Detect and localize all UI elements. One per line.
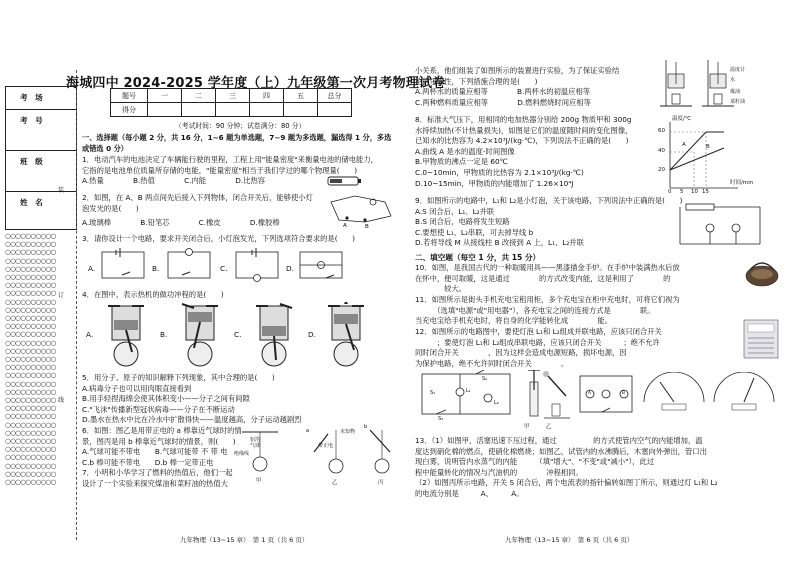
info-name[interactable] (6, 192, 76, 228)
score-head-cell: 五 (284, 89, 318, 103)
question-6 (82, 426, 242, 490)
score-head-cell: 总分 (318, 89, 352, 103)
question-line: 已知水的比热容为 4.2×10³J/(kg·℃)，下列说法不正确的是( ) (415, 136, 629, 146)
exam-meta: （考试时间：90 分钟；试卷满分：80 分） (175, 122, 306, 130)
question-line: A.气球可能不带电 B.气球可能带 不 带 电 (82, 447, 228, 457)
left-footer: 九年物理（13~15 章） 第 1 页（共 6 页） (180, 536, 309, 544)
binding-line (76, 70, 77, 540)
question-line: 它指的是电池单位质量所存储的电能，"能量密度"相当于我们学过的哪个物理量( ) (82, 165, 358, 175)
hand-warmer-figure (744, 258, 780, 288)
question-line: 11．如图所示是街头手机充电宝租用柜，多个充电宝在柜中充电时，可将它们视为 (415, 295, 680, 304)
fig-label: 绝缘线 (234, 451, 250, 457)
question-line: 设计了一个实验来探究煤油和菜籽油的热值大 (82, 478, 228, 488)
chart-curve-label: A (682, 142, 686, 148)
question-line: C.两种燃料质量应相等 D.燃料燃烧时间应相等 (415, 97, 591, 107)
fig-label: a (306, 428, 310, 434)
fig-label: 丙 (378, 480, 384, 486)
question-line: 泡发光的是( ) (82, 203, 139, 213)
info-label: 考 场 (20, 93, 43, 102)
fig-label: b (364, 424, 368, 430)
q4-option-label[interactable]: C. (234, 330, 242, 339)
question-line: A.两杯水的质量应相等 B.两杯水的初温应相等 (415, 87, 591, 97)
question-line: C.0~10min，甲物质的比热容为 2.1×10³J/(kg·℃) (415, 167, 584, 177)
question-line: 论的可靠性，下列措施合理的是( ) (415, 76, 538, 86)
chart-ytick: 20 (658, 167, 665, 173)
q3-circuit-c (232, 248, 282, 282)
score-head-cell: 四 (250, 89, 284, 103)
section-1-heading: 一、选择题（每小题 2 分，共 16 分，1~6 题为单选题，7~9 题为多选题，漏选得 1 分，多选或错选 0 分） (82, 133, 392, 153)
question-4: 4．在图中，表示热机的做功冲程的是( ) (82, 290, 224, 299)
question-line: D.若将导线 M 从接线柱 B 改接到 A 上，L₁、L₂并联 (415, 238, 584, 248)
binding-label-zhuang: 装 (58, 187, 65, 194)
question-5 (82, 373, 302, 426)
question-line: A.病毒分子也可以用肉眼直接看到 (82, 383, 192, 393)
power-bank-cabinet-figure (742, 318, 780, 360)
question-line: 8．标准大气压下，用相同的电加热器分别给 200g 物质甲和 300g (415, 115, 632, 124)
q12-figure-captions (520, 422, 690, 432)
chart-ylabel: 温度/℃ (672, 116, 692, 122)
ammeter-dials-figure (640, 372, 780, 412)
engine-stroke-b (172, 302, 228, 370)
info-label: 班 级 (20, 157, 43, 166)
score-row-label: 得分 (111, 103, 148, 117)
fuel-apparatus-labels (730, 66, 770, 110)
student-info-box (5, 86, 77, 230)
balloon-figure-labels (232, 424, 402, 490)
question-2 (82, 193, 313, 229)
chart-ytick: 60 (658, 128, 665, 134)
fig-label: 未知物 (340, 429, 356, 435)
q3-circuit-d (296, 248, 346, 282)
info-label: 姓 名 (20, 198, 43, 207)
question-line: 在怀中，便可取暖，这是通过 的方式改变内能，这是利用了 的 (415, 273, 671, 283)
question-line: 的电流分别是 A、 A。 (415, 488, 524, 498)
question-line: ；要使灯泡 L₁和 L₂组成串联电路，应该只闭合开关 ；绝不允许 (415, 337, 660, 347)
question-line: 10．如图，是我国古代的一种取暖用具——黑漆描金手炉。在手炉中装满热水后放 (415, 263, 680, 272)
score-input-cell[interactable] (182, 103, 216, 117)
question-10 (415, 263, 680, 295)
score-table-head (111, 89, 352, 103)
question-line: （2）如图丙所示电路，开关 S 闭合后，两个电流表的指针偏转如图丁所示，则通过灯 L₁和 L₂ (415, 478, 718, 488)
question-3: 3．请你设计一个电路，要求开关闭合后，小灯泡发光，下列选项符合要求的是( ) (82, 234, 356, 243)
q3-option-label[interactable]: D. (286, 264, 294, 273)
q12-circuit-labels (416, 370, 516, 422)
chart-labels (648, 118, 764, 198)
question-line: B.用手轻捏海绵会使其体积变小——分子之间有间隙 (82, 394, 250, 404)
info-label: 考 号 (20, 116, 43, 125)
q4-option-label[interactable]: A. (86, 330, 94, 339)
question-line: 5．用分子、原子的知识解释下列现象，其中合理的是( ) (82, 373, 275, 382)
question-line: 9．如图所示的电路中，L₁和 L₂是小灯泡，关于该电路，下列说法中正确的是( ) (415, 196, 683, 205)
question-line: 当充电宝给手机充电时，将自身的化学能转化成 能。 (415, 316, 613, 326)
section-2-heading: 二、填空题（每空 1 分，共 15 分） (415, 253, 541, 262)
question-line: 同时闭合开关 ，因为这样会造成电源短路，损坏电源，因 (415, 348, 627, 358)
question-8 (415, 115, 632, 189)
question-line: C.b 棒可能不带电 D.b 棒一定带正电 (82, 457, 214, 467)
fig-label: S₃ (438, 416, 444, 422)
question-options: A.玻璃棒 B.铅笔芯 C.橡皮 D.橡胶棒 (82, 218, 280, 228)
question-line: 小关系，他们组装了如图所示的装置进行实验，为了保证实验结 (415, 66, 620, 75)
engine-stroke-c (246, 302, 302, 370)
q9-circuit-figure (676, 200, 766, 252)
score-head-cell: 二 (182, 89, 216, 103)
engine-stroke-a (98, 302, 154, 370)
fig-label: S₂ (482, 376, 488, 382)
engine-stroke-d (318, 302, 374, 370)
score-input-cell[interactable] (148, 103, 182, 117)
question-line: 为保护电路，绝不允许同时闭合开关 。 (415, 358, 569, 368)
q3-options-row (88, 246, 408, 286)
question-line: B.S 闭合后，电路将发生短路 (415, 217, 510, 227)
ab-circuit-figure (325, 192, 397, 230)
page-title: 海城四中 2024-2025 学年度（上）九年级第一次月考物理试卷 (66, 76, 446, 91)
chart-xtick: 5 (680, 189, 684, 195)
score-table-row (111, 103, 352, 117)
fig-label: B (622, 391, 626, 396)
fig-label: L₂ (494, 400, 499, 406)
info-class[interactable] (6, 151, 76, 192)
q3-option-label[interactable]: B. (152, 264, 160, 273)
fig-label: 带正电 (318, 443, 334, 449)
question-options: A.热量 B.热值 C.内能 D.比热容 (82, 176, 266, 186)
battery-figure (322, 174, 366, 188)
question-line: 7．小明和小华学习了燃料的热值后，他们一起 (82, 468, 233, 478)
score-input-cell[interactable] (318, 103, 352, 117)
fig-label: 温度计 (730, 67, 746, 73)
question-line: C.要想使 L₁、L₂串联，可去掉导线 b (415, 227, 534, 237)
question-13 (415, 436, 718, 500)
chart-xtick: 15 (702, 189, 709, 195)
question-9 (415, 196, 682, 249)
question-line: A.S 闭合后，L₁、L₂并联 (415, 206, 495, 216)
score-head-cell: 一 (148, 89, 182, 103)
fig-label: 菜籽油 (730, 99, 746, 105)
fig-label: 乙 (332, 480, 338, 486)
fig-label: 乙 (546, 424, 552, 430)
question-line: 1．电动汽车的电池决定了车辆能行驶的里程，工程上用"能量密度"来衡量电池的储电能力， (82, 155, 378, 164)
question-line: （选填"电源"或"用电器"），各充电宝之间的连接方式是 联。 (415, 305, 655, 315)
q4-option-label[interactable]: B. (160, 330, 168, 339)
right-footer: 九年物理（13~15 章） 第 6 页（共 6 页） (505, 536, 634, 544)
chart-curve-label: B (706, 144, 710, 150)
score-head-cell: 三 (216, 89, 250, 103)
chart-xtick: 10 (691, 189, 698, 195)
fig-label: S₁ (430, 390, 436, 396)
question-line: 现白雾，说明管内水蒸气的内能 （填"增大"、"不变"或"减小"），此过 (415, 457, 655, 467)
question-line: 景，图丙是用 b 棒靠近气球时的情景，则( ) (82, 436, 236, 446)
question-line: 2．如图，在 A、B 两点间先后接入下列物体，闭合开关后，能够使小灯 (82, 193, 313, 202)
fig-label: 甲 (524, 424, 530, 430)
q13-circuit-labels (576, 372, 636, 418)
q3-option-label[interactable]: A. (88, 264, 96, 273)
question-12 (415, 327, 662, 369)
chart-ytick: 40 (658, 148, 665, 154)
fig-label: A (588, 391, 592, 396)
question-line: 6．如图：图乙是用带正电的 a 棒靠近气球时的情 (82, 426, 242, 435)
q4-option-label[interactable]: D. (308, 330, 316, 339)
question-line: 程中能量转化的情况与汽油机的 冲程相同。 (415, 467, 583, 477)
question-line: 水持续加热(不计热量损失)，如图是它们的温度随时间的变化图像， (415, 125, 633, 135)
info-exam-number[interactable] (6, 110, 76, 151)
score-input-cell[interactable] (216, 103, 250, 117)
question-line: C."飞沫"传播新型冠状病毒——分子在不断运动 (82, 404, 235, 414)
svg-text:A: A (343, 223, 347, 229)
question-line: D.10~15min，甲物质的内能增加了 1.26×10⁴J (415, 178, 574, 188)
chart-xtick: 0 (668, 189, 672, 195)
score-input-cell[interactable] (284, 103, 318, 117)
binding-label-xian: 线 (58, 397, 65, 404)
score-table (110, 88, 352, 117)
fig-label: 甲 (256, 478, 262, 484)
score-head-cell: 题号 (111, 89, 148, 103)
q3-circuit-a (98, 248, 148, 282)
binding-label-ding: 订 (58, 292, 65, 299)
q3-circuit-b (164, 248, 214, 282)
question-line: A.曲线 A 是水的温度-时间图像 (415, 146, 515, 156)
fig-label: 气球 (250, 443, 261, 449)
q4-options-row (86, 302, 406, 372)
score-input-cell[interactable] (250, 103, 284, 117)
svg-text:B: B (365, 224, 369, 230)
chart-xlabel: 时间/min (730, 180, 754, 186)
fig-label: 煤油 (730, 89, 741, 95)
question-11 (415, 295, 680, 327)
fig-label: 水 (730, 77, 736, 83)
question-line: 较大。 (415, 284, 467, 294)
fig-label: L₁ (466, 388, 471, 394)
fig-label: 铝箔 (250, 437, 261, 443)
q3-option-label[interactable]: C. (220, 264, 228, 273)
question-7-continued (415, 66, 619, 108)
question-line: 13．（1）如图甲，活塞迅速下压过程，通过 的方式使管内空气的内能增加，温 (415, 436, 703, 445)
question-line: B.甲物质的沸点一定是 60℃ (415, 157, 508, 167)
test-tube-figure (540, 366, 574, 422)
question-line: 12．如图所示的电路图中，要使灯泡 L₁和 L₂组成并联电路，应该只闭合开关 (415, 327, 662, 336)
question-line: 度达到硝化棉的燃点，使硝化棉燃烧；如图乙，试管内的水沸腾后，木塞向外弹出，管口出 (415, 446, 707, 456)
question-line: D.墨水在热水中比在冷水中扩散得快——温度越高，分子运动越剧烈 (82, 415, 302, 425)
binding-circles: ○○○○○○○○○○ ○○○○○○○○○○ ○○○○○○○○○○ ○○○○○○○○○○ ○○○○○○○○○○ ○○○○○○○○○○ ○○○○○○○○○○ ○○○○○○○○○○ ○○○○○○○○○○ ○○○○○○○○○○ ○○○○○○○○○○ ○○○○○○○○○○ ○○○○○○○○○○ ○○○○○○○○○○ ○○○○○○○○○○ ○○○○○○○○○○ ○○○○○○○○○○ ○○○○○○○○○○ ○○○○○○○○○○ ○○○○○○○○○○ ○○○○○○○○○○ ○○○○○○○○○○ ○○○○○○○○○○ ○○○○○○○○○○ ○○○○○○○○○○ ○○○○○○○○○○ ○○○○○○○○○○ ○○○○○○○○○○ ○○○○○○○○○○ ○○○○○○○○○○ ○○○○○○○○○○ (5, 232, 56, 487)
